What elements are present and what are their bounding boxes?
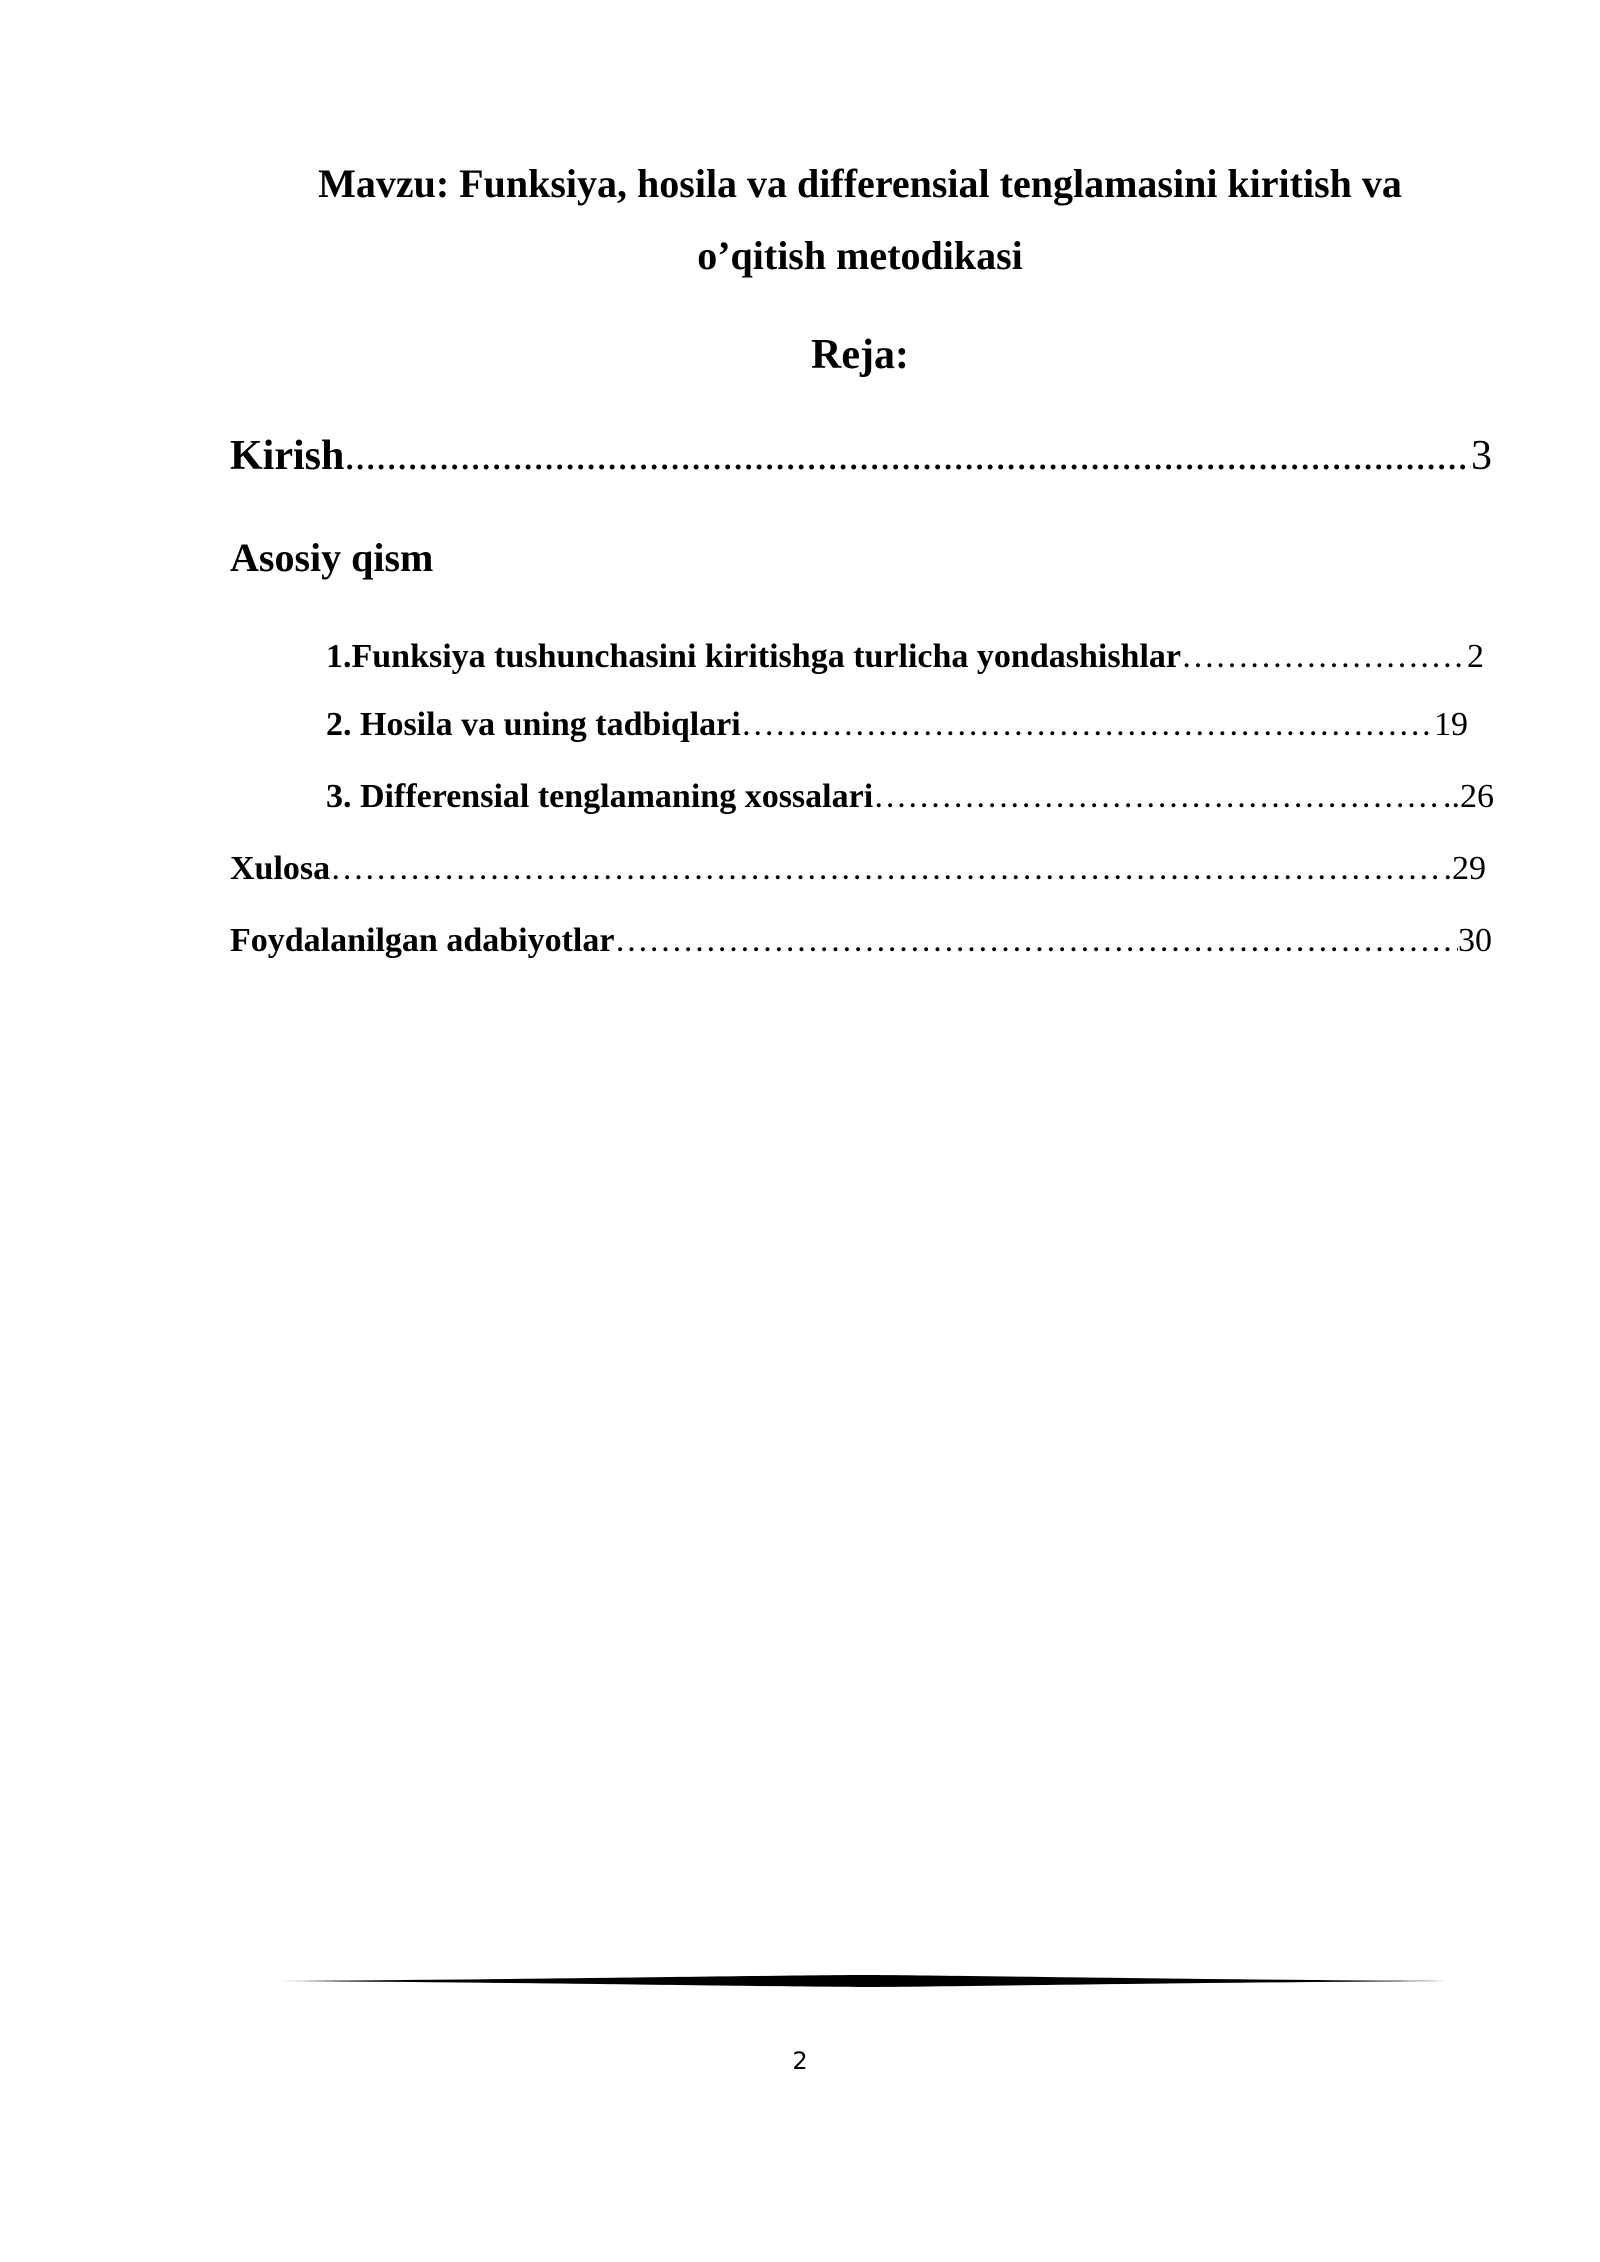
toc-dot-leader [873, 774, 1443, 820]
toc-page-number: .29 [1443, 850, 1486, 887]
toc-entry-label: 1.Funksiya tushunchasini kiritishga turlicha yondashishlar [326, 638, 1181, 675]
toc-page-number: 30 [1458, 922, 1492, 959]
toc-entry-intro [230, 428, 1492, 484]
toc-entry-conclusion [230, 846, 1486, 892]
toc-page-number: 19 [1434, 706, 1468, 743]
document-title [230, 148, 1490, 292]
toc-entry-label: Kirish [230, 433, 345, 479]
toc-entry-section-2 [326, 702, 1468, 748]
toc-entry-label: 2. Hosila va uning tadbiqlari [326, 706, 741, 743]
toc-main-part-heading: Asosiy qism [230, 535, 434, 580]
title-line-1: Mavzu: Funksiya, hosila va differensial tenglamasini kiritish va [318, 161, 1402, 206]
toc-page-number: 2 [1467, 638, 1484, 675]
toc-entry-label: 3. Differensial tenglamaning xossalari [326, 778, 874, 815]
toc-dot-leader [741, 702, 1434, 748]
toc-entry-section-3 [326, 774, 1494, 820]
toc-entry-section-1 [326, 634, 1484, 680]
toc-entry-label: Xulosa [230, 850, 331, 887]
plan-heading: Reja: [811, 332, 909, 378]
title-line-2: o’qitish metodikasi [697, 233, 1023, 278]
toc-entry-references [230, 918, 1492, 964]
toc-page-number: ..26 [1443, 778, 1494, 815]
toc-dot-leader [614, 918, 1458, 964]
toc-page-number: 3 [1471, 433, 1492, 479]
toc-dot-leader [1181, 634, 1467, 680]
footer-divider [278, 1972, 1446, 1990]
toc-dot-leader [330, 846, 1443, 892]
page-number: 2 [792, 2047, 808, 2075]
toc-entry-label: Foydalanilgan adabiyotlar [230, 922, 615, 959]
toc-dot-leader [344, 428, 1471, 484]
